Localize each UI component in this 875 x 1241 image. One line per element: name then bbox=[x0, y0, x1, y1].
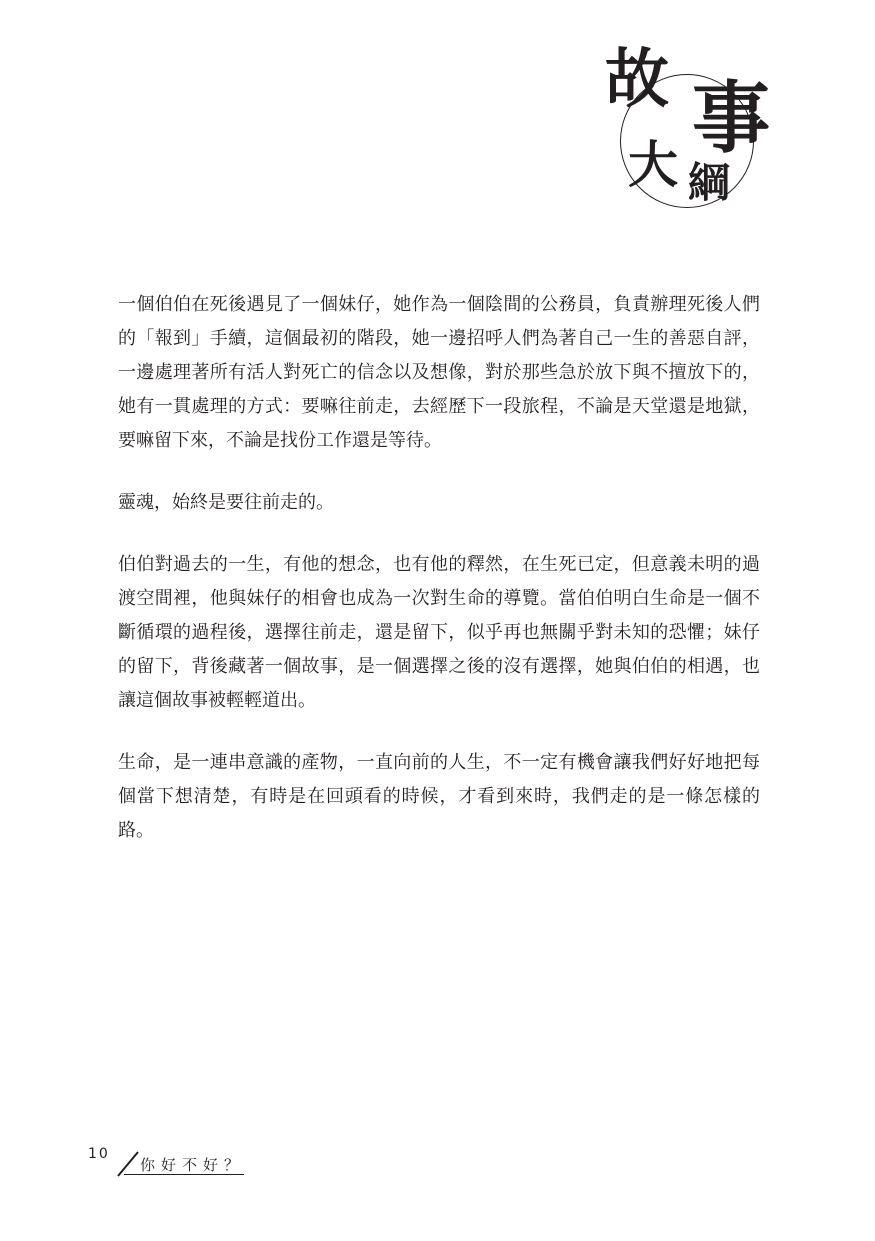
body-text bbox=[118, 288, 760, 876]
paragraph-4: 生命，是一連串意識的產物，一直向前的人生，不一定有機會讓我們好好地把每個當下想清楚，有時是在回頭看的時候，才看到來時，我們走的是一條怎樣的路。 bbox=[118, 752, 760, 841]
paragraph-3: 伯伯對過去的一生，有他的想念，也有他的釋然，在生死已定，但意義未明的過渡空間裡，他與妹仔的相會也成為一次對生命的導覽。當伯伯明白生命是一個不斷循環的過程後，選擇往前走，還是留下，似乎再也無關乎對未知的恐懼；妹仔的留下，背後藏著一個故事，是一個選擇之後的沒有選擇，她與伯伯的相遇，也讓這個故事被輕輕道出。 bbox=[118, 554, 760, 711]
paragraph-2: 靈魂，始終是要往前走的。 bbox=[118, 492, 334, 513]
title-char-3: 大 bbox=[628, 135, 678, 194]
title-char-2: 事 bbox=[692, 73, 771, 164]
slash-divider bbox=[104, 1142, 144, 1178]
title-char-1: 故 bbox=[605, 42, 669, 117]
title-char-4: 綱 bbox=[688, 158, 731, 207]
paragraph-1: 一個伯伯在死後遇見了一個妹仔，她作為一個陰間的公務員，負責辦理死後人們的「報到」手續，這個最初的階段，她一邊招呼人們為著自己一生的善惡自評，一邊處理著所有活人對死亡的信念以及想像，對於那些急於放下與不擅放下的，她有一貫處理的方式：要嘛往前走，去經歷下一段旅程，不論是天堂還是地獄，要嘛留下來，不論是找份工作還是等待。 bbox=[118, 294, 760, 451]
section-title bbox=[600, 44, 780, 214]
page-number: 10 bbox=[88, 1146, 110, 1162]
page-footer bbox=[88, 1142, 288, 1182]
book-title: 你好不好？ bbox=[140, 1156, 246, 1174]
